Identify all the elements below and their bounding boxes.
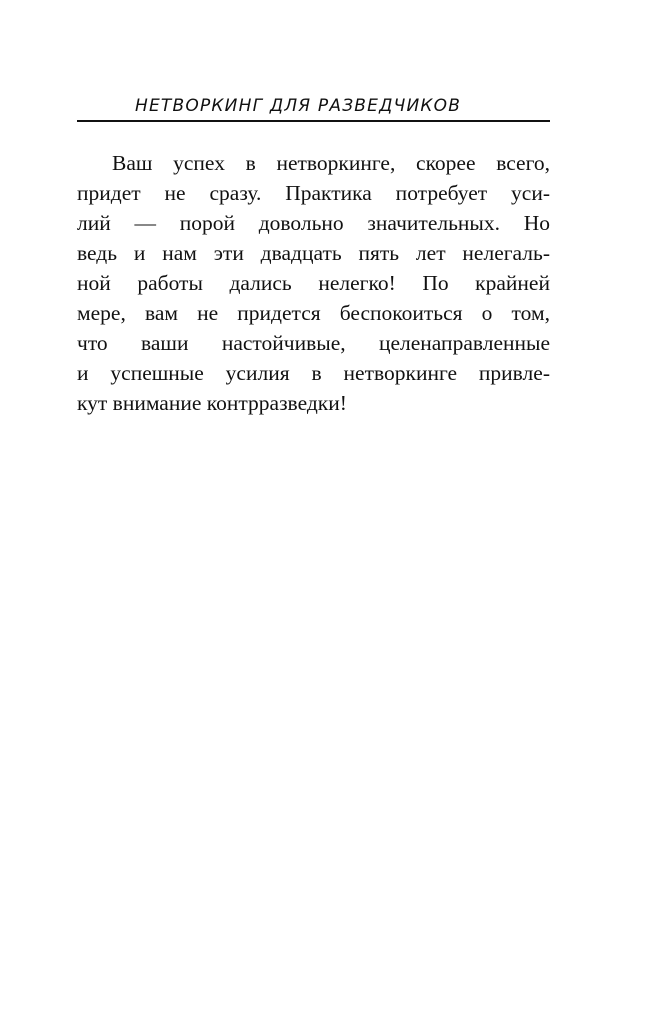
- running-header: [77, 96, 550, 122]
- text-line: мере, вам не придется беспокоиться о том,: [77, 301, 550, 325]
- text-line: что ваши настойчивые, целенаправленные: [77, 331, 550, 355]
- text-line: и успешные усилия в нетворкинге привле-: [77, 361, 550, 385]
- text-line: Ваш успех в нетворкинге, скорее всего,: [112, 151, 550, 175]
- text-line: придет не сразу. Практика потребует уси-: [77, 181, 550, 205]
- running-title: НЕТВОРКИНГ ДЛЯ РАЗВЕДЧИКОВ: [135, 96, 462, 116]
- text-line: кут внимание контрразведки!: [77, 391, 347, 415]
- body-paragraph: [77, 148, 550, 418]
- text-line: ной работы дались нелегко! По крайней: [77, 271, 550, 295]
- text-line: ведь и нам эти двадцать пять лет нелегаль-: [77, 241, 550, 265]
- text-line: лий — порой довольно значительных. Но: [77, 211, 550, 235]
